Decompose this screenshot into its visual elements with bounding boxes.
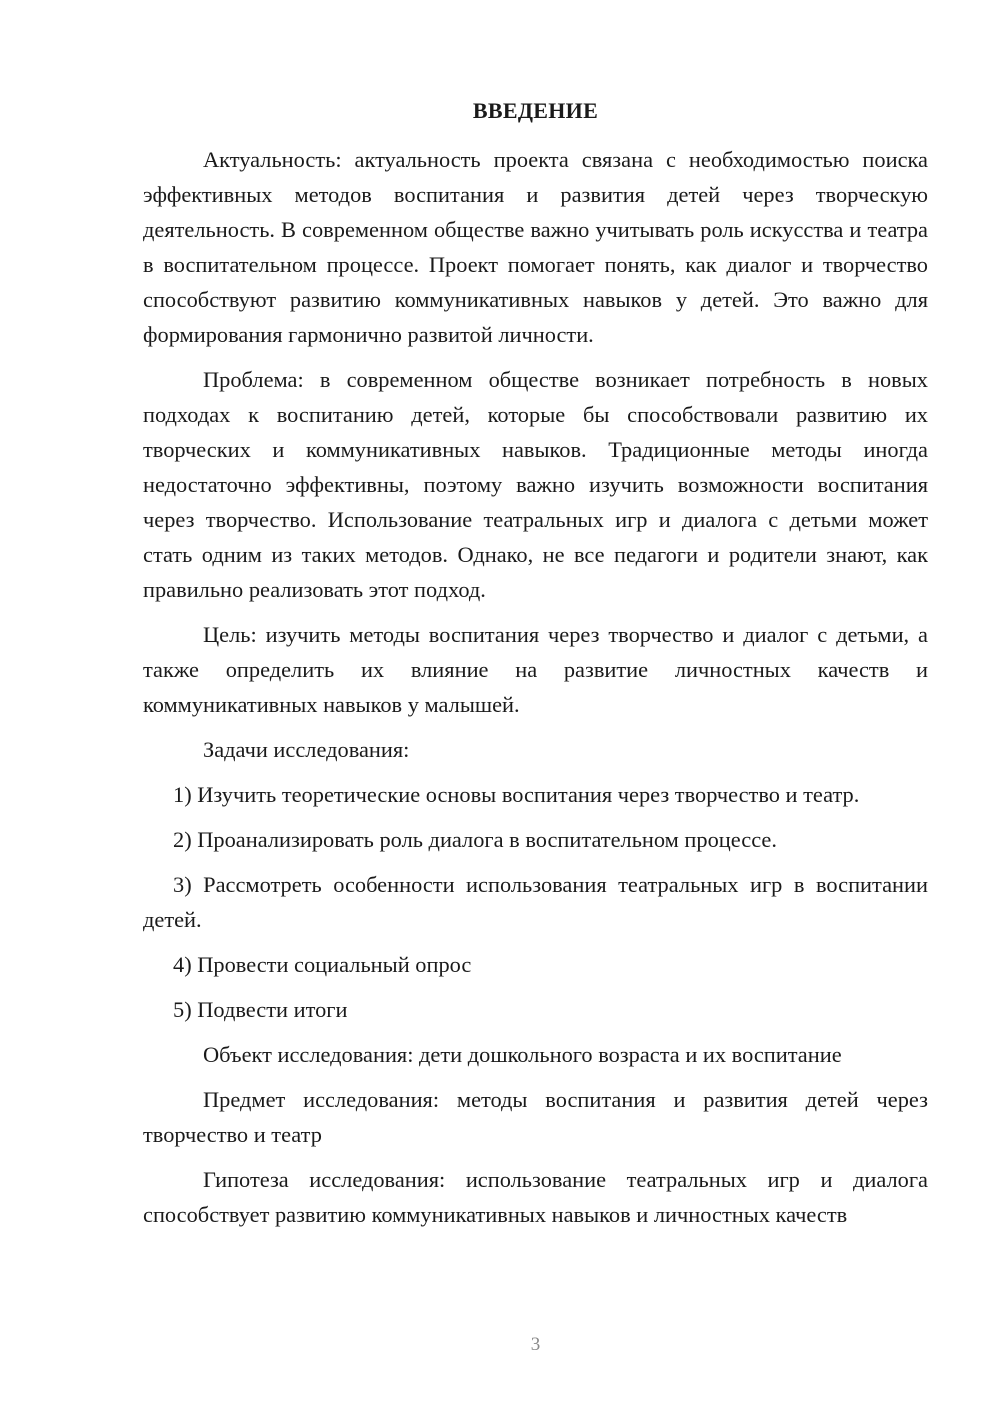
task-item: 5) Подвести итоги — [173, 997, 348, 1022]
task-item: 2) Проанализировать роль диалога в воспитательном процессе. — [173, 827, 777, 852]
task-item: 3) Рассмотреть особенности использования театральных игр в воспитании детей. — [143, 872, 928, 932]
paragraph-goal: Цель: изучить методы воспитания через творчество и диалог с детьми, а также определить их влияние на развитие личностных качеств и коммуникативных навыков у малышей. — [143, 622, 928, 717]
paragraph-problem: Проблема: в современном обществе возникает потребность в новых подходах к воспитанию детей, которые бы способствовали развитию их творческих и коммуникативных навыков. Традиционные методы иногда недостаточно эффективны, поэтому важно изучить возможности воспитания через творчество. Использование театральных игр и диалога с детьми может стать одним из таких методов. Однако, не все педагоги и родители знают, как правильно реализовать этот подход. — [143, 367, 928, 602]
task-item: 4) Провести социальный опрос — [173, 952, 472, 977]
paragraph-hypothesis: Гипотеза исследования: использование театральных игр и диалога способствует развитию коммуникативных навыков и личностных качеств — [143, 1167, 928, 1227]
paragraph-relevance: Актуальность: актуальность проекта связана с необходимостью поиска эффективных методов воспитания и развития детей через творческую деятельность. В современном обществе важно учитывать роль искусства и театра в воспитательном процессе. Проект помогает понять, как диалог и творчество способствуют развитию коммуникативных навыков у детей. Это важно для формирования гармонично развитой личности. — [143, 147, 928, 347]
page-title: ВВЕДЕНИЕ — [472, 98, 599, 123]
document-page — [143, 0, 928, 1414]
paragraph-object: Объект исследования: дети дошкольного возраста и их воспитание — [203, 1042, 842, 1067]
paragraph-tasks-heading: Задачи исследования: — [203, 737, 410, 762]
task-item: 1) Изучить теоретические основы воспитания через творчество и театр. — [173, 782, 860, 807]
document-body — [143, 142, 928, 1242]
paragraph-subject: Предмет исследования: методы воспитания и развития детей через творчество и театр — [143, 1087, 928, 1147]
page-number: 3 — [530, 1334, 541, 1355]
